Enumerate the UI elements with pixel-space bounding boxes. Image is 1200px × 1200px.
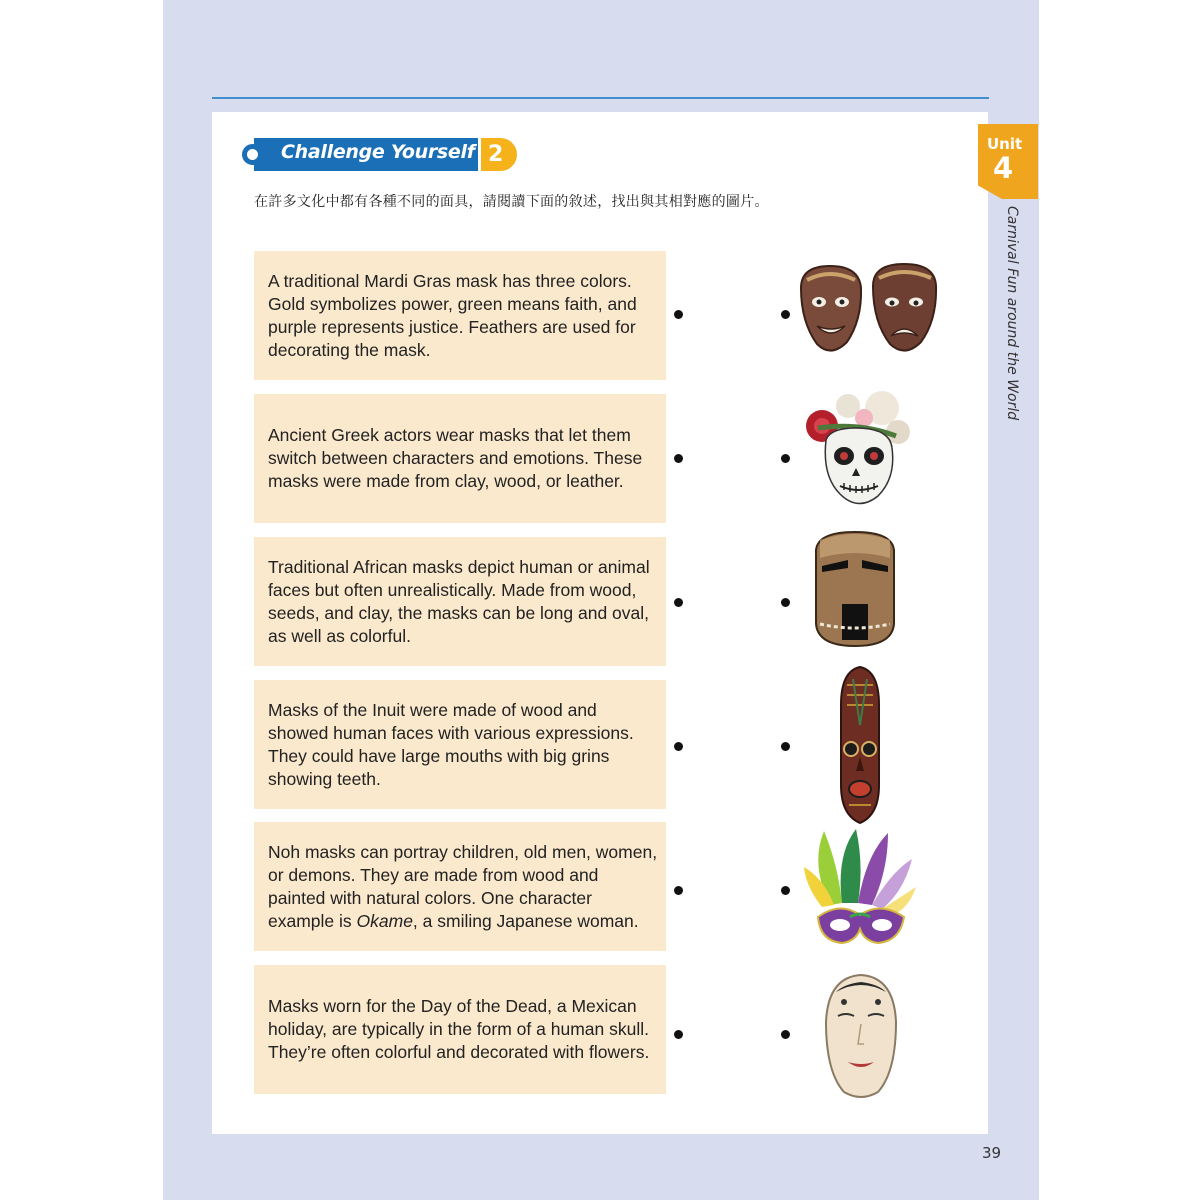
description-italic-term: Okame (356, 910, 413, 931)
african-long-mask-icon (835, 665, 885, 825)
description-text: Ancient Greek actors wear masks that let them switch between characters and emotions. These masks were made from clay, wood, or leather. (268, 425, 643, 491)
match-dot-right[interactable] (781, 742, 790, 751)
match-dot-right[interactable] (781, 598, 790, 607)
match-dot-left[interactable] (674, 454, 683, 463)
noh-okame-mask-icon (822, 972, 900, 1102)
unit-title: Carnival Fun around the World (1004, 206, 1020, 421)
description-text: Traditional African masks depict human or animal faces but often unrealistically. Made from wood, seeds, and clay, the masks can be long and oval, as well as colorful. (268, 556, 650, 646)
day-of-the-dead-skull-mask-icon (800, 388, 915, 516)
top-rule (212, 97, 989, 99)
title-bullet-icon (242, 144, 263, 165)
description-box (254, 965, 666, 1094)
unit-label: Unit (987, 135, 1023, 153)
match-dot-left[interactable] (674, 1030, 683, 1039)
description-text: Masks of the Inuit were made of wood and showed human faces with various expressions. They could have large mouths with big grins showing teeth. (268, 699, 634, 789)
match-dot-left[interactable] (674, 310, 683, 319)
description-box (254, 394, 666, 523)
match-dot-left[interactable] (674, 742, 683, 751)
instruction-text: 在許多文化中都有各種不同的面具，請閱讀下面的敘述，找出與其相對應的圖片。 (254, 194, 769, 210)
description-text: A traditional Mardi Gras mask has three colors. Gold symbolizes power, green means faith, and purple represents justice. Feathers are used for decorating the mask. (268, 270, 637, 360)
match-dot-left[interactable] (674, 886, 683, 895)
exercise-number: 2 (481, 138, 517, 171)
match-dot-right[interactable] (781, 1030, 790, 1039)
description-box (254, 680, 666, 809)
greek-theatre-masks-icon (795, 260, 945, 360)
description-box (254, 822, 666, 951)
match-dot-right[interactable] (781, 454, 790, 463)
description-text (268, 841, 660, 933)
mardi-gras-feather-mask-icon (800, 825, 920, 953)
description-text-part: , a smiling Japanese woman. (412, 910, 639, 931)
unit-number: 4 (993, 151, 1014, 185)
description-box (254, 251, 666, 380)
match-dot-right[interactable] (781, 886, 790, 895)
description-box (254, 537, 666, 666)
description-text: Masks worn for the Day of the Dead, a Mexican holiday, are typically in the form of a human skull. They’re often colorful and decorated with flowers. (268, 996, 650, 1062)
match-dot-left[interactable] (674, 598, 683, 607)
page-number: 39 (982, 1144, 1002, 1162)
description-text-part: Noh masks can portray children, old men, women, or demons. They are made from wood and painted with natural colors. One character example is (268, 841, 658, 931)
inuit-wooden-mask-icon (810, 528, 900, 650)
match-dot-right[interactable] (781, 310, 790, 319)
page-title: Challenge Yourself (281, 141, 475, 163)
